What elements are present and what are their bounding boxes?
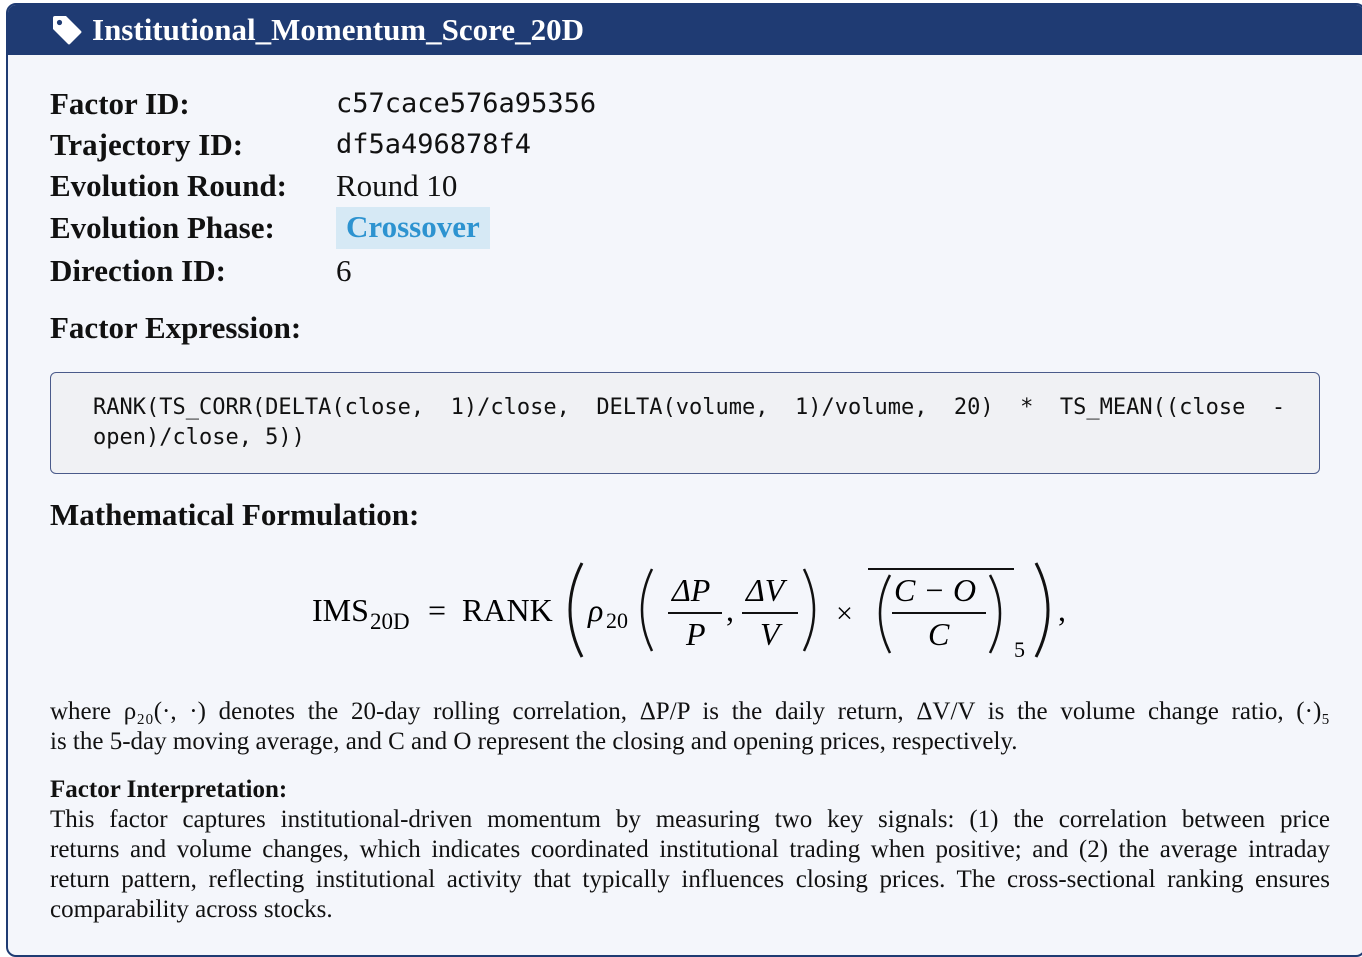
math-formula: [308, 555, 1068, 665]
interpretation-heading: Factor Interpretation:: [50, 776, 288, 803]
math-formulation-heading: Mathematical Formulation:: [50, 497, 420, 532]
factor-id-value: c57cace576a95356: [336, 88, 597, 119]
interpretation-line-4: comparability across stocks.: [50, 896, 333, 923]
trajectory-id-row: [50, 124, 596, 165]
evolution-round-label: Evolution Round:: [50, 167, 287, 203]
direction-id-value: 6: [336, 252, 352, 288]
factor-metadata: [50, 83, 596, 291]
inner-right-paren: [804, 569, 814, 651]
evolution-phase-label: Evolution Phase:: [50, 210, 275, 245]
interpretation-block: [50, 775, 1330, 805]
formula-lhs-sub: 20D: [370, 609, 410, 634]
factor-id-label: Factor ID:: [50, 85, 190, 121]
code-line-1: RANK(TS_CORR(DELTA(close, 1)/close, DELTA(volume, 1)/volume, 20) * TS_MEAN((close -: [93, 395, 1286, 420]
formula-lhs: IMS: [312, 592, 369, 628]
formula-rank: RANK: [462, 592, 553, 628]
trajectory-id-label: Trajectory ID:: [50, 126, 244, 162]
inner-left-paren: [642, 569, 652, 651]
formula-svg: [308, 555, 1068, 665]
factor-expression-heading: Factor Expression:: [50, 310, 302, 345]
interpretation-text: [50, 805, 1330, 925]
frac-c: C: [928, 616, 950, 652]
direction-id-row: [50, 250, 596, 291]
formula-times: ×: [836, 597, 853, 630]
formula-trailing-comma: ,: [1058, 592, 1066, 628]
formula-rho-sub: 20: [606, 608, 628, 633]
evolution-round-value: Round 10: [336, 167, 458, 203]
card-header: [8, 5, 1362, 55]
formula-explanation: [50, 697, 1330, 757]
interpretation-line-1: This factor captures institutional-driven momentum by measuring two key signals: (1) the correlation between price: [50, 806, 1330, 833]
trajectory-id-value: df5a496878f4: [336, 129, 532, 160]
formula-rho: ρ: [588, 592, 604, 628]
factor-name-title: Institutional_Momentum_Score_20D: [92, 12, 584, 47]
formula-sep-comma: ,: [726, 592, 734, 628]
frac-dp: ΔP: [672, 572, 711, 608]
avg-sub: 5: [1014, 637, 1025, 662]
frac-dv: ΔV: [746, 572, 785, 608]
factor-card: [6, 3, 1362, 957]
avg-right-paren: [990, 575, 1000, 653]
frac-c-minus-o: C − O: [894, 572, 977, 608]
interpretation-line-2: returns and volume changes, which indicates coordinated institutional trading when positive; and (2) the average intraday: [50, 836, 1330, 863]
interpretation-line-3: return pattern, reflecting institutional activity that typically influences closing prices. The cross-sectional ranking ensures: [50, 866, 1330, 893]
code-line-2: open)/close, 5)): [93, 425, 305, 450]
evolution-round-row: [50, 165, 596, 206]
formula-equals: =: [428, 592, 447, 628]
outer-left-paren: [570, 563, 582, 657]
frac-p: P: [686, 616, 706, 652]
explanation-line-1: where ρ₂₀(·, ·) denotes the 20-day rolling correlation, ΔP/P is the daily return, ΔV/V is the volume change ratio, (·)₅: [50, 698, 1330, 725]
factor-expression-code: [50, 372, 1320, 474]
explanation-line-2: is the 5-day moving average, and C and O represent the closing and opening prices, respectively.: [50, 728, 1018, 755]
outer-right-paren: [1036, 563, 1048, 657]
frac-v: V: [760, 616, 780, 652]
avg-left-paren: [880, 575, 890, 653]
factor-id-row: [50, 83, 596, 124]
direction-id-label: Direction ID:: [50, 252, 226, 288]
tag-icon: [50, 13, 84, 47]
evolution-phase-row: [50, 206, 596, 250]
evolution-phase-badge: Crossover: [336, 207, 490, 249]
